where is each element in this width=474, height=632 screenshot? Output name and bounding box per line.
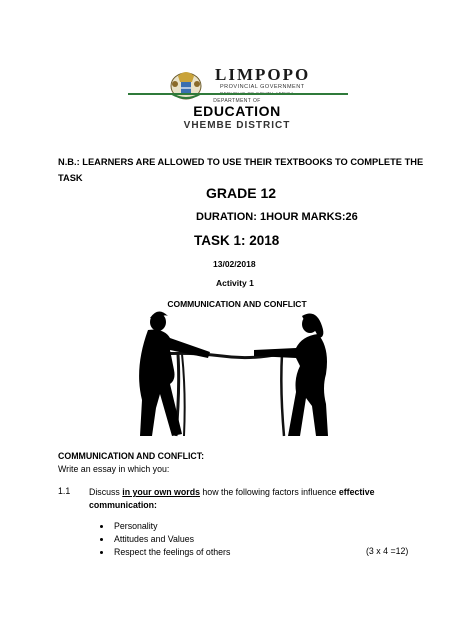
duration-marks: DURATION: 1HOUR MARKS:26 — [196, 211, 358, 223]
notice-text: N.B.: LEARNERS ARE ALLOWED TO USE THEIR TEXTBOOKS TO COMPLETE THE TASK — [58, 157, 424, 183]
bullet-icon — [100, 525, 103, 528]
marks-allocation: (3 x 4 =12) — [366, 546, 409, 556]
logo-subtitle: PROVINCIAL GOVERNMENT — [220, 84, 305, 90]
department-name: EDUCATION — [193, 103, 281, 119]
left-figure-silhouette — [139, 311, 210, 436]
coat-of-arms-icon — [166, 66, 206, 102]
district-name: VHEMBE DISTRICT — [183, 120, 291, 131]
section-instruction: Write an essay in which you: — [58, 464, 170, 474]
list-item — [100, 533, 230, 546]
task-title: TASK 1: 2018 — [194, 233, 280, 248]
list-item — [100, 520, 230, 533]
logo-wordmark: LIMPOPO — [215, 65, 311, 84]
grade-title: GRADE 12 — [206, 185, 277, 201]
section-heading: COMMUNICATION AND CONFLICT: — [58, 451, 205, 461]
list-item-label: Attitudes and Values — [114, 534, 195, 544]
list-item-label: Respect the feelings of others — [114, 547, 231, 557]
list-item-label: Personality — [114, 521, 158, 531]
bullet-icon — [100, 538, 103, 541]
question-text-part2: how the following factors influence — [199, 487, 339, 497]
factor-list — [100, 520, 230, 559]
question-text-part1: Discuss — [89, 487, 123, 497]
question-number: 1.1 — [58, 486, 71, 496]
right-figure-silhouette — [254, 314, 328, 436]
task-date: 13/02/2018 — [213, 259, 256, 269]
activity-label: Activity 1 — [216, 278, 254, 288]
question-emphasis: in your own words — [122, 487, 200, 497]
tug-of-war-illustration — [130, 308, 340, 438]
department-label: DEPARTMENT OF — [213, 98, 261, 104]
question-text — [89, 486, 389, 512]
question-bold-text: effective communication: — [89, 487, 375, 510]
topic-title: COMMUNICATION AND CONFLICT — [167, 299, 307, 309]
bullet-icon — [100, 551, 103, 554]
header-divider — [128, 93, 348, 95]
list-item — [100, 546, 230, 559]
